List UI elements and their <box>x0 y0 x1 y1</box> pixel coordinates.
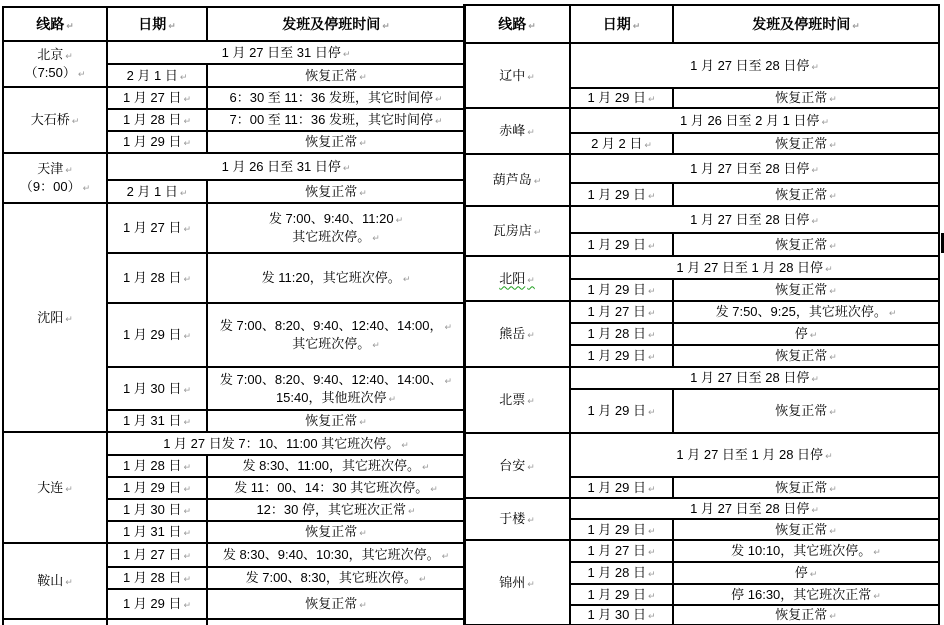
time-cell: 发 8:30、11:00，其它班次停。 ↵ <box>207 455 465 477</box>
date-cell: 1 月 29 日 ↵ <box>107 477 207 499</box>
date-cell: 1 月 29 日 ↵ <box>570 183 673 206</box>
date-cell: 1 月 28 日 ↵ <box>107 455 207 477</box>
time-text: 其它班次停。 ↵ <box>292 229 380 244</box>
date-cell: 1 月 28 日 ↵ <box>107 109 207 131</box>
time-cell: 12：30 停，其它班次正常 ↵ <box>207 499 465 521</box>
route-cell <box>464 540 570 625</box>
route-name: 于楼 ↵ <box>499 511 535 527</box>
time-cell: 发 11:20，其它班次停。 ↵ <box>207 253 465 303</box>
route-name: 北阳 ↵ <box>499 270 535 286</box>
schedule-table-right <box>463 4 940 625</box>
table-row <box>464 301 939 323</box>
merged-note-cell: 1 月 27 日至 1 月 28 日停 ↵ <box>570 256 939 279</box>
route-name: 锦州 ↵ <box>499 574 535 590</box>
time-cell: 恢复正常 ↵ <box>673 133 939 154</box>
table-row <box>464 43 939 88</box>
time-cell: 停 ↵ <box>673 323 939 345</box>
time-text: 发 7:00、9:40、11:20 ↵ <box>268 211 404 227</box>
merged-note-cell: 1 月 26 日至 31 日停 ↵ <box>107 153 465 180</box>
empty-cell <box>207 619 465 625</box>
time-text: 发 7:00、8:20、9:40、12:40、14:00， ↵ <box>219 318 453 334</box>
header-date: 日期 ↵ <box>107 7 207 41</box>
table-row <box>464 256 939 279</box>
time-cell <box>207 203 465 253</box>
date-cell: 1 月 27 日 ↵ <box>107 543 207 567</box>
time-cell: 发 11：00、14：30 其它班次停。 ↵ <box>207 477 465 499</box>
time-cell: 恢复正常 ↵ <box>207 589 465 619</box>
table-row <box>464 540 939 562</box>
time-cell: 恢复正常 ↵ <box>207 410 465 432</box>
route-name: 大石桥 ↵ <box>30 112 80 128</box>
route-name: 天津 ↵ <box>37 161 73 177</box>
date-cell: 1 月 28 日 ↵ <box>570 562 673 584</box>
date-cell: 1 月 30 日 ↵ <box>570 605 673 625</box>
route-cell <box>464 43 570 108</box>
time-cell: 发 8:30、9:40、10:30，其它班次停。 ↵ <box>207 543 465 567</box>
date-cell: 1 月 27 日 ↵ <box>570 540 673 562</box>
date-cell: 2 月 1 日 ↵ <box>107 64 207 87</box>
time-cell <box>207 303 465 367</box>
time-cell: 恢复正常 ↵ <box>673 389 939 433</box>
date-cell: 2 月 1 日 ↵ <box>107 180 207 203</box>
table-row <box>3 87 465 109</box>
route-cell <box>464 301 570 367</box>
route-cell <box>464 206 570 256</box>
route-cell <box>464 154 570 206</box>
schedule-table-left <box>2 6 466 625</box>
date-cell: 1 月 29 日 ↵ <box>570 477 673 498</box>
route-name: 鞍山 ↵ <box>37 573 73 589</box>
header-route: 线路 ↵ <box>464 5 570 43</box>
date-cell: 1 月 27 日 ↵ <box>107 203 207 253</box>
merged-note-cell: 1 月 27 日发 7：10、11:00 其它班次停。 ↵ <box>107 432 465 455</box>
route-name: 台安 ↵ <box>499 457 535 473</box>
route-cell <box>464 256 570 301</box>
route-cell <box>464 498 570 540</box>
time-cell: 恢复正常 ↵ <box>673 88 939 108</box>
time-cell: 恢复正常 ↵ <box>207 131 465 153</box>
header-route: 线路 ↵ <box>3 7 107 41</box>
time-cell: 恢复正常 ↵ <box>673 477 939 498</box>
date-cell: 1 月 30 日 ↵ <box>107 367 207 410</box>
route-cell <box>3 543 107 619</box>
route-name: 熊岳 ↵ <box>499 326 535 342</box>
route-cell <box>3 41 107 87</box>
time-cell: 6：30 至 11：36 发班，其它时间停 ↵ <box>207 87 465 109</box>
merged-note-cell: 1 月 27 日至 28 日停 ↵ <box>570 206 939 233</box>
header-row <box>3 7 465 41</box>
route-name: 北京 ↵ <box>37 47 73 63</box>
date-cell: 1 月 30 日 ↵ <box>107 499 207 521</box>
time-cell: 发 7:50、9:25，其它班次停。 ↵ <box>673 301 939 323</box>
time-cell: 恢复正常 ↵ <box>673 345 939 367</box>
merged-note-cell: 1 月 26 日至 2 月 1 日停 ↵ <box>570 108 939 133</box>
date-cell: 1 月 27 日 ↵ <box>570 301 673 323</box>
date-cell: 2 月 2 日 ↵ <box>570 133 673 154</box>
date-cell: 1 月 31 日 ↵ <box>107 521 207 543</box>
merged-note-cell: 1 月 27 日至 28 日停 ↵ <box>570 498 939 519</box>
route-name: 北票 ↵ <box>499 392 535 408</box>
merged-note-cell: 1 月 27 日至 31 日停 ↵ <box>107 41 465 64</box>
time-cell: 恢复正常 ↵ <box>207 64 465 87</box>
date-cell: 1 月 29 日 ↵ <box>570 389 673 433</box>
date-cell: 1 月 29 日 ↵ <box>570 519 673 540</box>
date-cell: 1 月 28 日 ↵ <box>107 253 207 303</box>
route-name: 大连 ↵ <box>37 479 73 495</box>
empty-cell <box>3 619 107 625</box>
table-row <box>464 154 939 183</box>
time-cell: 恢复正常 ↵ <box>207 180 465 203</box>
time-cell: 恢复正常 ↵ <box>673 279 939 301</box>
table-row <box>3 153 465 180</box>
time-text: 发 7:00、8:20、9:40、12:40、14:00、 ↵ <box>219 371 453 387</box>
header-date: 日期 ↵ <box>570 5 673 43</box>
route-cell <box>464 108 570 154</box>
date-cell: 1 月 29 日 ↵ <box>107 131 207 153</box>
merged-note-cell: 1 月 27 日至 28 日停 ↵ <box>570 43 939 88</box>
time-cell: 恢复正常 ↵ <box>207 521 465 543</box>
header-time: 发班及停班时间 ↵ <box>673 5 939 43</box>
time-cell <box>207 367 465 410</box>
route-name: 葫芦岛 ↵ <box>492 172 542 188</box>
time-cell: 停 16:30，其它班次正常 ↵ <box>673 584 939 605</box>
table-row <box>464 206 939 233</box>
time-cell: 恢复正常 ↵ <box>673 519 939 540</box>
route-name: 瓦房店 ↵ <box>492 223 542 239</box>
time-cell: 发 10:10，其它班次停。 ↵ <box>673 540 939 562</box>
merged-note-cell: 1 月 27 日至 28 日停 ↵ <box>570 367 939 389</box>
time-text: 其它班次停。 ↵ <box>292 336 380 351</box>
table-row <box>3 432 465 455</box>
time-cell: 恢复正常 ↵ <box>673 233 939 256</box>
merged-note-cell: 1 月 27 日至 28 日停 ↵ <box>570 154 939 183</box>
route-cell <box>464 433 570 498</box>
partial-row <box>3 619 465 625</box>
date-cell: 1 月 29 日 ↵ <box>570 584 673 605</box>
route-cell <box>3 432 107 543</box>
route-cell <box>3 153 107 203</box>
header-row <box>464 5 939 43</box>
route-cell <box>3 87 107 153</box>
time-cell: 发 7:00、8:30，其它班次停。 ↵ <box>207 567 465 589</box>
table-row <box>3 203 465 253</box>
time-cell: 恢复正常 ↵ <box>673 605 939 625</box>
time-cell: 7：00 至 11：36 发班，其它时间停 ↵ <box>207 109 465 131</box>
date-cell: 1 月 29 日 ↵ <box>570 345 673 367</box>
route-name: 沈阳 ↵ <box>37 309 73 325</box>
time-text: 15:40，其他班次停 ↵ <box>275 389 397 405</box>
date-cell: 1 月 29 日 ↵ <box>107 589 207 619</box>
date-cell: 1 月 29 日 ↵ <box>570 88 673 108</box>
table-row <box>464 108 939 133</box>
table-row <box>464 498 939 519</box>
table-row <box>3 543 465 567</box>
empty-cell <box>107 619 207 625</box>
header-time: 发班及停班时间 ↵ <box>207 7 465 41</box>
date-cell: 1 月 28 日 ↵ <box>570 323 673 345</box>
date-cell: 1 月 27 日 ↵ <box>107 87 207 109</box>
route-cell <box>464 367 570 433</box>
route-time-note: （9：00） ↵ <box>19 179 91 194</box>
merged-note-cell: 1 月 27 日至 1 月 28 日停 ↵ <box>570 433 939 477</box>
route-name: 赤峰 ↵ <box>499 123 535 139</box>
table-row <box>464 367 939 389</box>
date-cell: 1 月 29 日 ↵ <box>570 233 673 256</box>
route-name: 辽中 ↵ <box>499 67 535 83</box>
date-cell: 1 月 31 日 ↵ <box>107 410 207 432</box>
time-cell: 恢复正常 ↵ <box>673 183 939 206</box>
time-cell: 停 ↵ <box>673 562 939 584</box>
date-cell: 1 月 29 日 ↵ <box>107 303 207 367</box>
date-cell: 1 月 28 日 ↵ <box>107 567 207 589</box>
table-row <box>3 41 465 64</box>
table-row <box>464 433 939 477</box>
date-cell: 1 月 29 日 ↵ <box>570 279 673 301</box>
route-time-note: （7:50） ↵ <box>24 65 86 80</box>
route-cell <box>3 203 107 432</box>
